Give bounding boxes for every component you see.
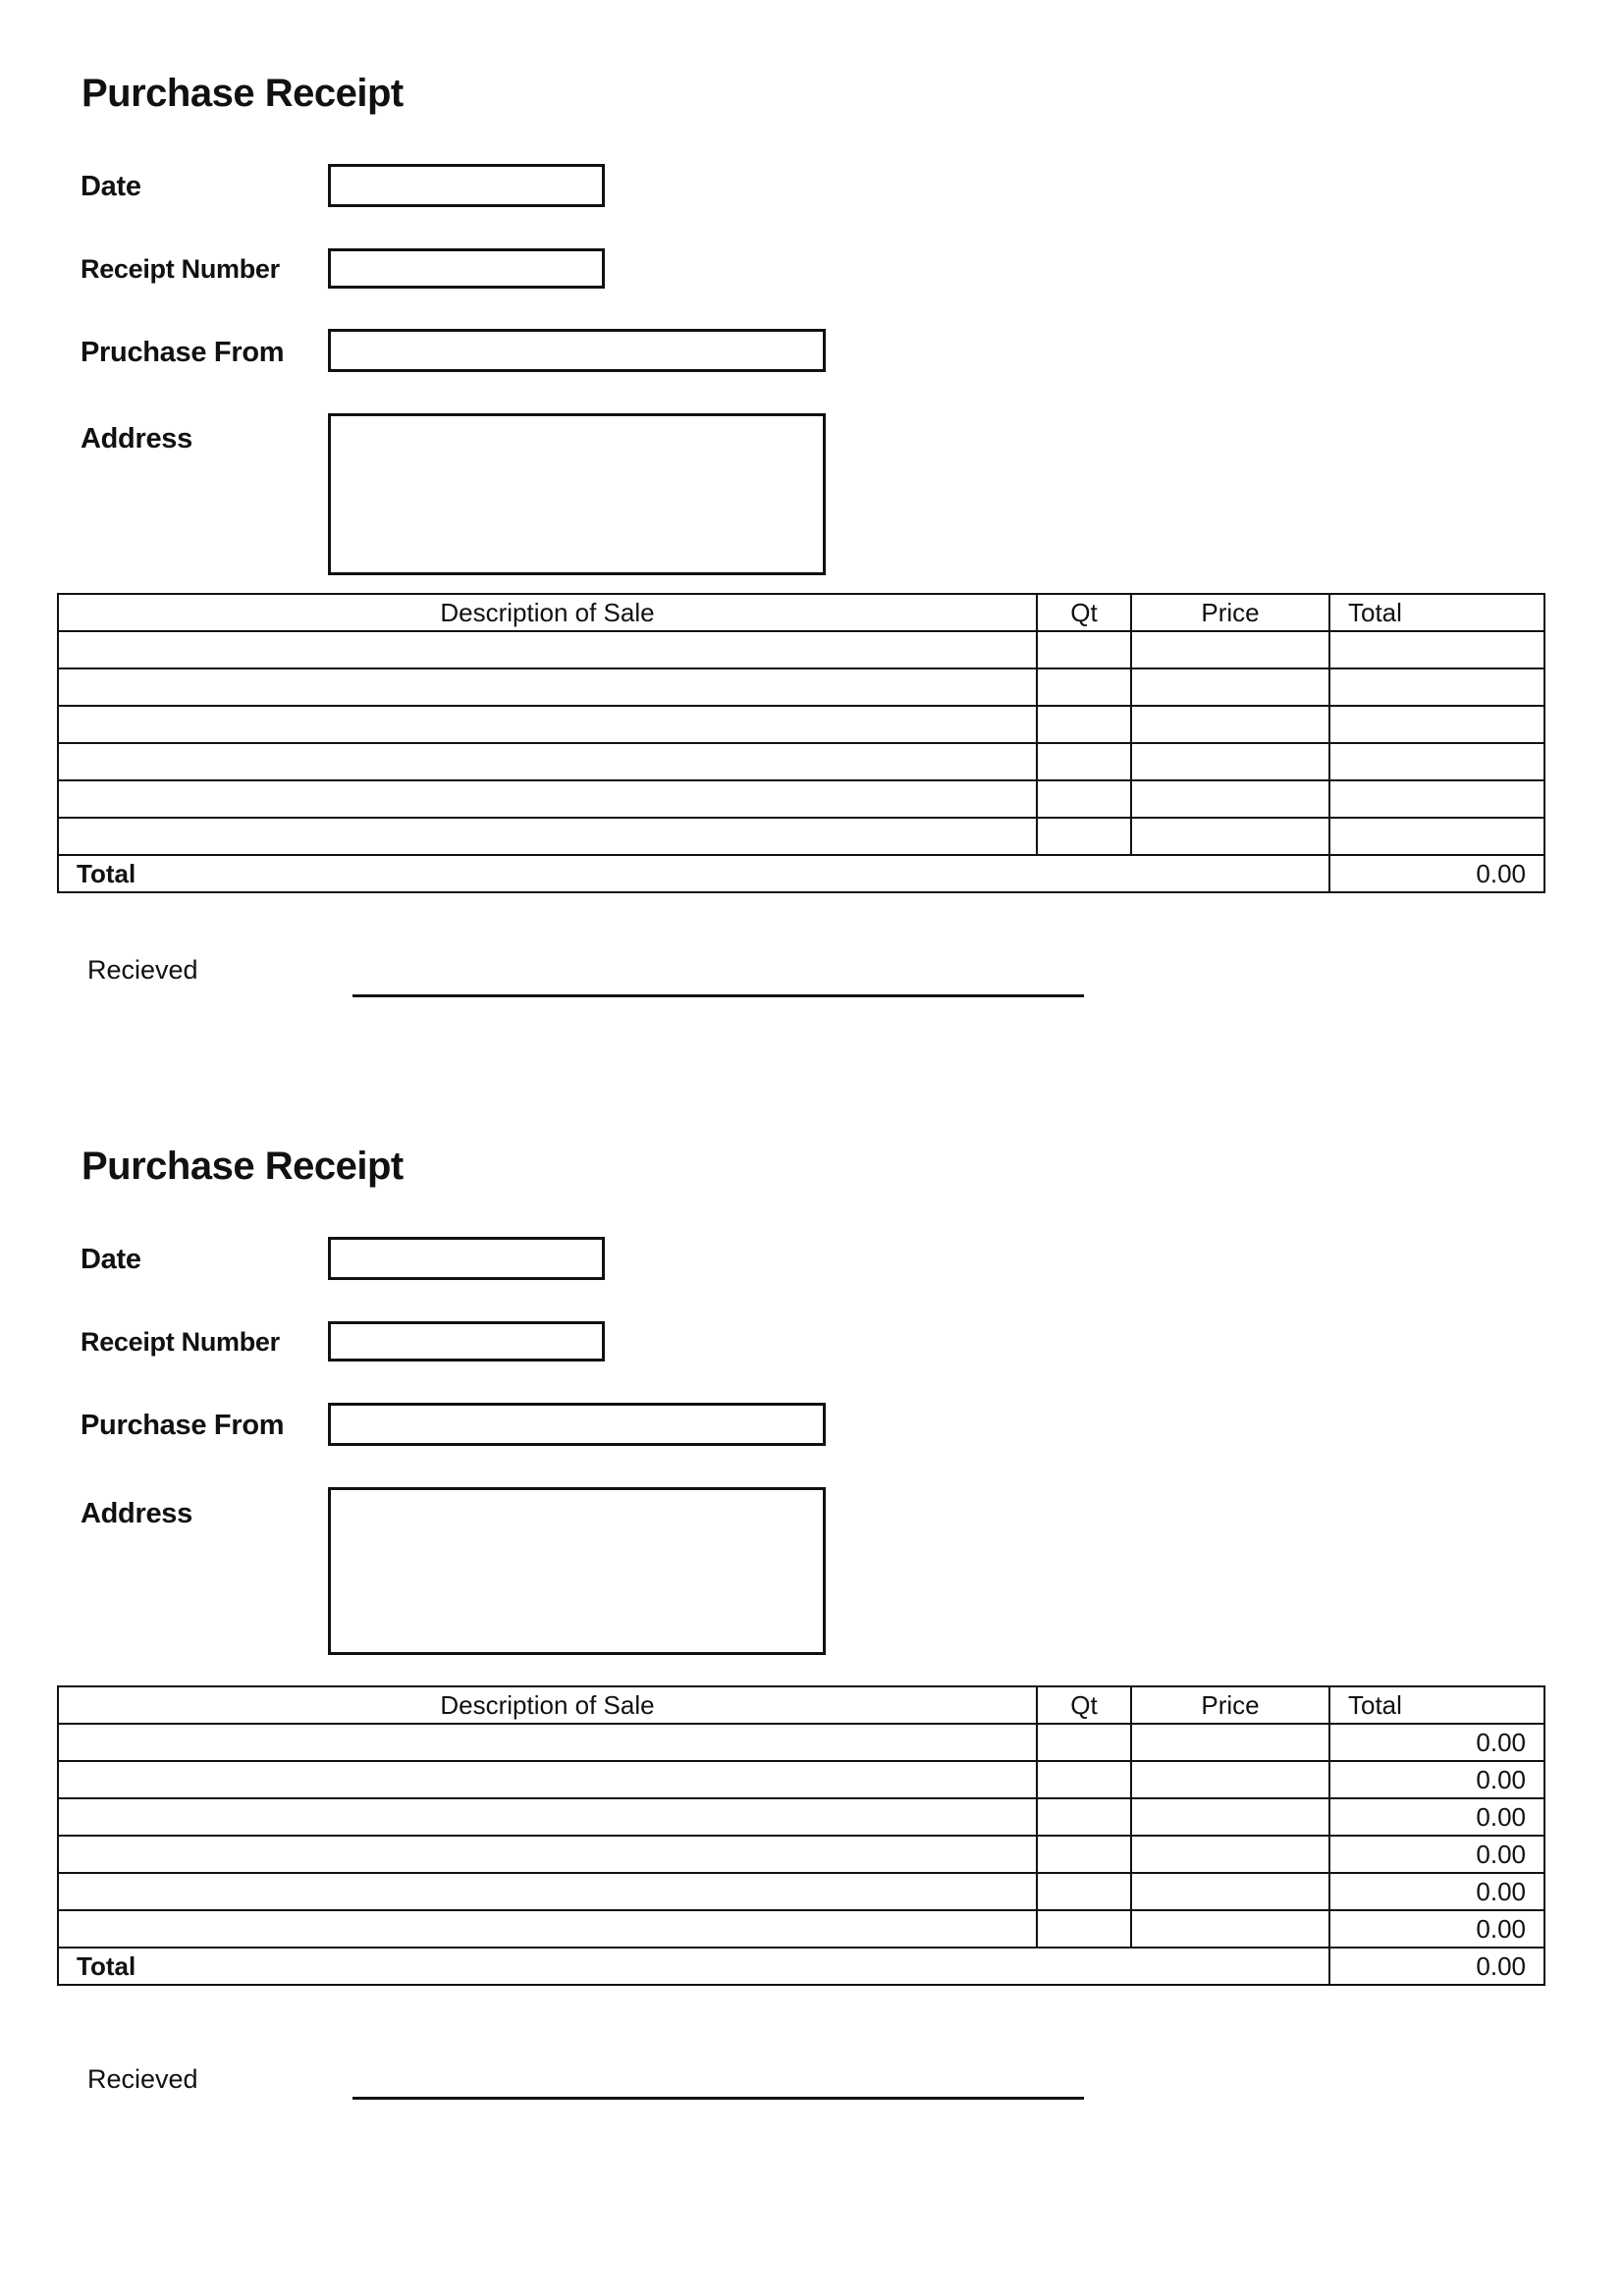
- table-row: [58, 1724, 1544, 1761]
- table-row: [58, 1836, 1544, 1873]
- header-qty: Qt: [1037, 594, 1131, 631]
- header-price: Price: [1131, 594, 1329, 631]
- price-cell[interactable]: [1131, 1873, 1329, 1910]
- qty-cell[interactable]: [1037, 1798, 1131, 1836]
- receipt-title: Purchase Receipt: [81, 72, 404, 115]
- header-qty: Qt: [1037, 1686, 1131, 1724]
- description-cell[interactable]: [58, 743, 1037, 780]
- date-label: Date: [81, 1244, 141, 1275]
- address-field[interactable]: [328, 413, 826, 575]
- description-cell[interactable]: [58, 1910, 1037, 1948]
- receipt-title: Purchase Receipt: [81, 1145, 404, 1188]
- header-description: Description of Sale: [58, 594, 1037, 631]
- header-total: Total: [1329, 594, 1544, 631]
- qty-cell[interactable]: [1037, 706, 1131, 743]
- qty-cell[interactable]: [1037, 1910, 1131, 1948]
- grand-total-row: [58, 1948, 1544, 1985]
- price-cell[interactable]: [1131, 780, 1329, 818]
- header-description: Description of Sale: [58, 1686, 1037, 1724]
- line-total-cell: [1329, 780, 1544, 818]
- grand-total-value: 0.00: [1329, 855, 1544, 892]
- line-total-cell: 0.00: [1329, 1761, 1544, 1798]
- table-row: [58, 1761, 1544, 1798]
- qty-cell[interactable]: [1037, 631, 1131, 668]
- description-cell[interactable]: [58, 780, 1037, 818]
- header-price: Price: [1131, 1686, 1329, 1724]
- table-row: [58, 818, 1544, 855]
- price-cell[interactable]: [1131, 1798, 1329, 1836]
- table-row: [58, 780, 1544, 818]
- qty-cell[interactable]: [1037, 1873, 1131, 1910]
- price-cell[interactable]: [1131, 1761, 1329, 1798]
- table-header-row: [58, 594, 1544, 631]
- address-label: Address: [81, 423, 192, 454]
- price-cell[interactable]: [1131, 631, 1329, 668]
- description-cell[interactable]: [58, 1798, 1037, 1836]
- description-cell[interactable]: [58, 668, 1037, 706]
- items-table: [57, 593, 1545, 893]
- receipt-number-field[interactable]: [328, 248, 605, 289]
- header-total: Total: [1329, 1686, 1544, 1724]
- qty-cell[interactable]: [1037, 1724, 1131, 1761]
- grand-total-row: [58, 855, 1544, 892]
- qty-cell[interactable]: [1037, 818, 1131, 855]
- price-cell[interactable]: [1131, 706, 1329, 743]
- date-field[interactable]: [328, 164, 605, 207]
- price-cell[interactable]: [1131, 1836, 1329, 1873]
- qty-cell[interactable]: [1037, 743, 1131, 780]
- purchase-from-label: Purchase From: [81, 1410, 285, 1441]
- table-row: [58, 1910, 1544, 1948]
- qty-cell[interactable]: [1037, 1836, 1131, 1873]
- date-label: Date: [81, 171, 141, 202]
- table-row: [58, 631, 1544, 668]
- price-cell[interactable]: [1131, 818, 1329, 855]
- receipt-number-label: Receipt Number: [81, 1327, 280, 1357]
- description-cell[interactable]: [58, 631, 1037, 668]
- description-cell[interactable]: [58, 1873, 1037, 1910]
- line-total-cell: [1329, 743, 1544, 780]
- description-cell[interactable]: [58, 818, 1037, 855]
- table-row: [58, 743, 1544, 780]
- price-cell[interactable]: [1131, 743, 1329, 780]
- description-cell[interactable]: [58, 1761, 1037, 1798]
- table-row: [58, 706, 1544, 743]
- purchase-from-field[interactable]: [328, 329, 826, 372]
- line-total-cell: [1329, 668, 1544, 706]
- description-cell[interactable]: [58, 1724, 1037, 1761]
- purchase-receipt-1: [0, 0, 1624, 1080]
- description-cell[interactable]: [58, 706, 1037, 743]
- purchase-from-field[interactable]: [328, 1403, 826, 1446]
- line-total-cell: [1329, 818, 1544, 855]
- line-total-cell: 0.00: [1329, 1873, 1544, 1910]
- received-label: Recieved: [87, 955, 198, 985]
- table-header-row: [58, 1686, 1544, 1724]
- price-cell[interactable]: [1131, 668, 1329, 706]
- items-table: [57, 1685, 1545, 1986]
- grand-total-label: Total: [58, 855, 1329, 892]
- table-row: [58, 668, 1544, 706]
- table-row: [58, 1873, 1544, 1910]
- grand-total-label: Total: [58, 1948, 1329, 1985]
- purchase-from-label: Pruchase From: [81, 337, 285, 368]
- description-cell[interactable]: [58, 1836, 1037, 1873]
- grand-total-value: 0.00: [1329, 1948, 1544, 1985]
- received-signature-line[interactable]: [352, 994, 1084, 997]
- line-total-cell: [1329, 631, 1544, 668]
- line-total-cell: 0.00: [1329, 1798, 1544, 1836]
- qty-cell[interactable]: [1037, 1761, 1131, 1798]
- price-cell[interactable]: [1131, 1910, 1329, 1948]
- qty-cell[interactable]: [1037, 668, 1131, 706]
- address-label: Address: [81, 1498, 192, 1529]
- qty-cell[interactable]: [1037, 780, 1131, 818]
- received-signature-line[interactable]: [352, 2097, 1084, 2100]
- line-total-cell: [1329, 706, 1544, 743]
- line-total-cell: 0.00: [1329, 1724, 1544, 1761]
- received-label: Recieved: [87, 2064, 198, 2094]
- line-total-cell: 0.00: [1329, 1836, 1544, 1873]
- price-cell[interactable]: [1131, 1724, 1329, 1761]
- date-field[interactable]: [328, 1237, 605, 1280]
- receipt-number-field[interactable]: [328, 1321, 605, 1362]
- purchase-receipt-2: [0, 1073, 1624, 2153]
- address-field[interactable]: [328, 1487, 826, 1655]
- table-row: [58, 1798, 1544, 1836]
- receipt-number-label: Receipt Number: [81, 254, 280, 284]
- line-total-cell: 0.00: [1329, 1910, 1544, 1948]
